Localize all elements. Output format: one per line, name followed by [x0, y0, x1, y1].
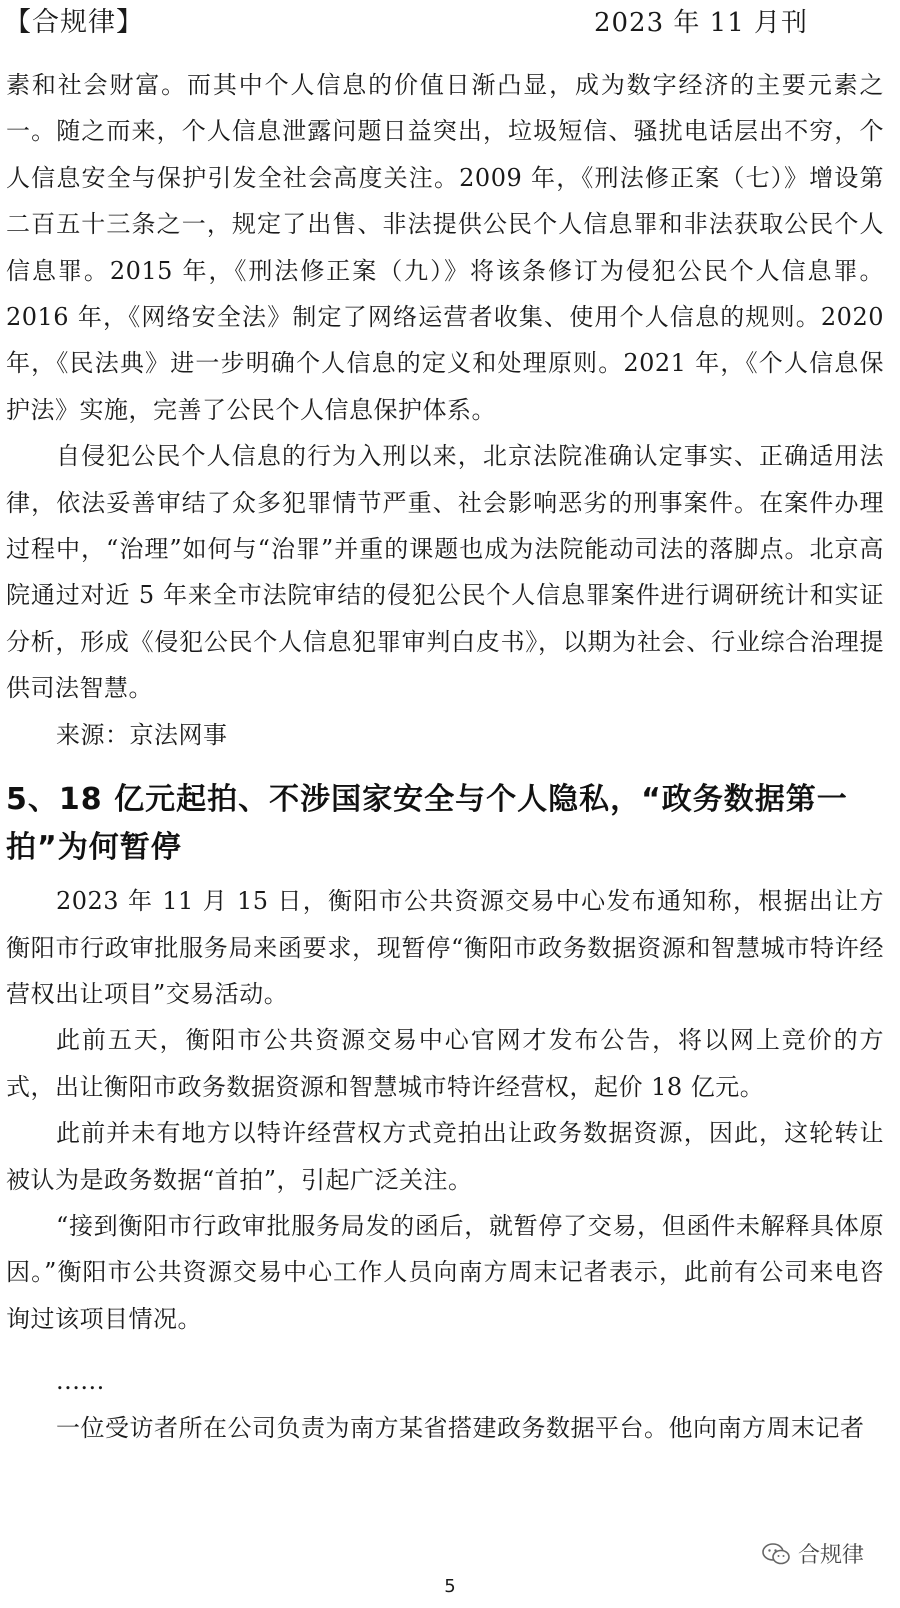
- publication-brand: 【合规律】: [4, 7, 144, 38]
- article-body: [6, 62, 884, 1451]
- account-name: 合规律: [797, 1543, 864, 1568]
- wechat-icon: [762, 1543, 790, 1565]
- account-watermark: [762, 1538, 864, 1569]
- paragraph: “接到衡阳市行政审批服务局发的函后，就暂停了交易，但函件未解释具体原因。”衡阳市公共资源交易中心工作人员向南方周末记者表示，此前有公司来电咨询过该项目情况。: [6, 1211, 884, 1333]
- section-heading: 5、18 亿元起拍、不涉国家安全与个人隐私，“政务数据第一拍”为何暂停: [6, 782, 848, 866]
- paragraph: 2023 年 11 月 15 日，衡阳市公共资源交易中心发布通知称，根据出让方衡阳市行政审批服务局来函要求，现暂停“衡阳市政务数据资源和智慧城市特许经营权出让项目”交易活动。: [6, 887, 884, 1008]
- paragraph: 一位受访者所在公司负责为南方某省搭建政务数据平台。他向南方周末记者: [56, 1413, 865, 1442]
- page-header: [0, 6, 900, 46]
- ellipsis: ......: [56, 1367, 105, 1396]
- page-number: 5: [444, 1576, 456, 1597]
- issue-date: 2023 年 11 月刊: [593, 8, 808, 38]
- paragraph: 素和社会财富。而其中个人信息的价值日渐凸显，成为数字经济的主要元素之一。随之而来，个人信息泄露问题日益突出，垃圾短信、骚扰电话层出不穷，个人信息安全与保护引发全社会高度关注。2009 年，《刑法修正案（七）》增设第二百五十三条之一，规定了出售、非法提供公民个人信息罪和非法获取公民个人信息罪。2015 年，《刑法修正案（九）》将该条修订为侵犯公民个人信息罪。2016 年，《网络安全法》制定了网络运营者收集、使用个人信息的规则。2020 年，《民法典》进一步明确个人信息的定义和处理原则。2021 年，《个人信息保护法》实施，完善了公民个人信息保护体系。: [6, 71, 884, 424]
- paragraph: 自侵犯公民个人信息的行为入刑以来，北京法院准确认定事实、正确适用法律，依法妥善审结了众多犯罪情节严重、社会影响恶劣的刑事案件。在案件办理过程中，“治理”如何与“治罪”并重的课题也成为法院能动司法的落脚点。北京高院通过对近 5 年来全市法院审结的侵犯公民个人信息罪案件进行调研统计和实证分析，形成《侵犯公民个人信息犯罪审判白皮书》，以期为社会、行业综合治理提供司法智慧。: [6, 442, 884, 703]
- paragraph: 此前并未有地方以特许经营权方式竞拍出让政务数据资源，因此，这轮转让被认为是政务数据“首拍”，引起广泛关注。: [6, 1119, 884, 1194]
- paragraph: 此前五天，衡阳市公共资源交易中心官网才发布公告，将以网上竞价的方式，出让衡阳市政务数据资源和智慧城市特许经营权，起价 18 亿元。: [6, 1026, 884, 1101]
- source-line: 来源：京法网事: [56, 720, 228, 749]
